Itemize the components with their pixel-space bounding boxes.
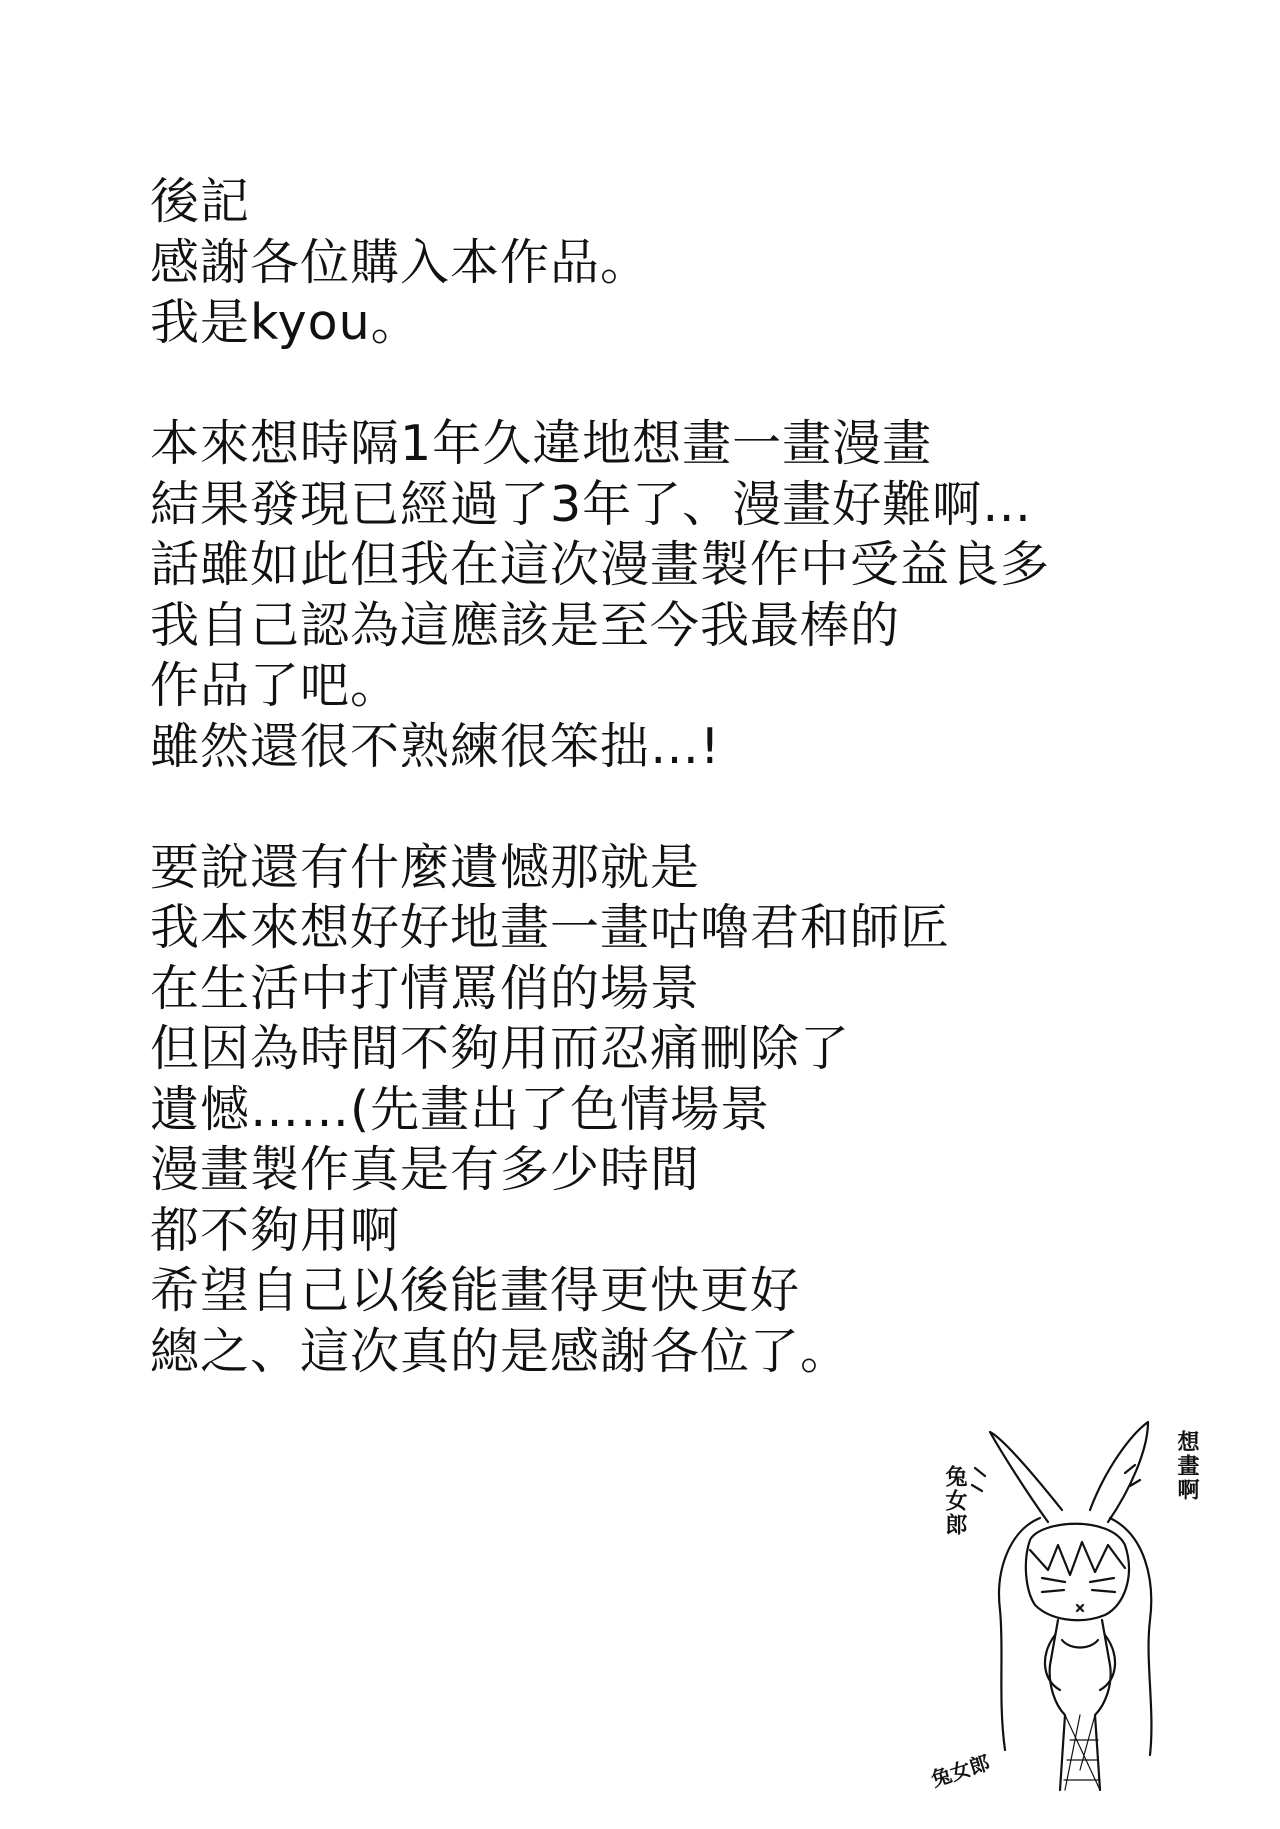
bunny-label-right: 想畫啊 bbox=[1174, 1430, 1199, 1502]
afterword-heading: 後記 bbox=[150, 173, 251, 230]
afterword-line: 作品了吧。 bbox=[150, 657, 401, 714]
paragraph-gap bbox=[150, 777, 1110, 838]
bunny-label-left: 兔女郎 bbox=[942, 1465, 967, 1537]
afterword-line: 都不夠用啊 bbox=[150, 1201, 401, 1259]
bunny-caption: 兔女郎 bbox=[928, 1750, 993, 1792]
afterword-line: 我本來想好好地畫一畫咕嚕君和師匠 bbox=[150, 899, 951, 956]
afterword-line: 但因為時間不夠用而忍痛刪除了 bbox=[150, 1020, 851, 1077]
afterword-line: 要說還有什麼遺憾那就是 bbox=[150, 838, 701, 896]
afterword-line: 漫畫製作真是有多少時間 bbox=[150, 1141, 701, 1198]
bunny-girl-sketch bbox=[930, 1410, 1220, 1810]
afterword-text bbox=[150, 172, 1110, 1382]
afterword-line: 遺憾……(先畫出了色情場景 bbox=[150, 1080, 771, 1138]
afterword-line: 話雖如此但我在這次漫畫製作中受益良多 bbox=[150, 536, 1051, 593]
afterword-line: 我自己認為這應該是至今我最棒的 bbox=[150, 596, 901, 654]
afterword-line: 感謝各位購入本作品。 bbox=[150, 233, 651, 291]
afterword-line: 雖然還很不熟練很笨拙…! bbox=[150, 717, 721, 775]
afterword-line: 希望自己以後能畫得更快更好 bbox=[150, 1262, 801, 1319]
afterword-line: 結果發現已經過了3年了、漫畫好難啊… bbox=[150, 475, 1033, 533]
afterword-line: 本來想時隔1年久違地想畫一畫漫畫 bbox=[150, 415, 933, 472]
paragraph-gap bbox=[150, 354, 1110, 415]
afterword-line: 在生活中打情罵俏的場景 bbox=[150, 959, 701, 1017]
afterword-line: 總之、這次真的是感謝各位了。 bbox=[150, 1322, 851, 1380]
afterword-line: 我是kyou。 bbox=[150, 294, 421, 351]
